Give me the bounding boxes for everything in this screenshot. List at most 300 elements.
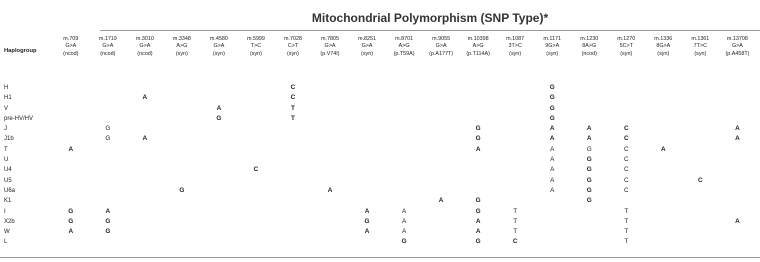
- column-header: [312, 36, 349, 83]
- haplogroup-cell: U: [4, 157, 9, 164]
- allele-cell: [571, 114, 608, 124]
- allele-cell: [645, 176, 682, 186]
- haplogroup-cell: H: [4, 85, 9, 91]
- allele-cell: [200, 227, 237, 237]
- column-header-line: G>A: [435, 43, 447, 50]
- allele-cell: [645, 114, 682, 124]
- haplogroup-cell: L: [4, 239, 8, 246]
- allele-cell: G: [105, 217, 111, 225]
- allele-cell: [719, 155, 756, 165]
- haplogroup-cell: T: [4, 146, 8, 153]
- allele-cell: [534, 207, 571, 217]
- allele-cell: C: [623, 135, 629, 143]
- column-header-line: (syn): [657, 50, 670, 57]
- allele-cell: T: [624, 217, 629, 225]
- allele-cell: [89, 237, 126, 247]
- column-header-line: m.8701: [395, 36, 414, 42]
- allele-cell: [312, 114, 349, 124]
- column-header-line: m.3010: [135, 36, 154, 42]
- column-header-line: G>A: [65, 43, 77, 50]
- allele-cell: [89, 186, 126, 196]
- allele-cell: [460, 93, 497, 103]
- column-header-line: (syn): [620, 50, 633, 57]
- allele-cell: A: [401, 207, 407, 215]
- column-header-line: m.3348: [172, 36, 191, 42]
- allele-cell: [52, 114, 89, 124]
- allele-cell: C: [698, 176, 703, 184]
- allele-cell: A: [327, 186, 333, 194]
- allele-cell: [460, 165, 497, 175]
- allele-cell: C: [623, 166, 629, 174]
- allele-cell: C: [290, 84, 296, 91]
- haplogroup-cell: U4: [4, 167, 12, 174]
- allele-cell: [460, 186, 497, 196]
- column-header: [608, 36, 645, 83]
- allele-cell: C: [623, 176, 629, 184]
- allele-cell: [497, 196, 534, 206]
- allele-cell: T: [624, 228, 629, 236]
- allele-cell: [423, 104, 460, 114]
- allele-cell: [386, 196, 423, 206]
- allele-cell: [460, 104, 497, 114]
- allele-cell: [534, 196, 571, 206]
- allele-cell: G: [364, 217, 370, 225]
- allele-cell: [200, 93, 237, 103]
- allele-cell: [52, 155, 89, 165]
- allele-cell: [237, 176, 274, 186]
- column-header-line: A>G: [176, 43, 188, 50]
- allele-cell: A: [364, 207, 370, 215]
- allele-cell: C: [290, 94, 296, 102]
- allele-cell: [349, 145, 386, 155]
- allele-cell: [682, 207, 719, 217]
- column-header: [237, 36, 274, 83]
- column-header: [386, 36, 423, 83]
- allele-cell: [237, 83, 274, 93]
- allele-cell: [312, 237, 349, 247]
- column-header: [126, 36, 163, 83]
- allele-cell: [571, 227, 608, 237]
- allele-cell: [497, 93, 534, 103]
- allele-cell: [386, 124, 423, 134]
- allele-cell: G: [549, 104, 555, 112]
- allele-cell: [274, 145, 311, 155]
- allele-cell: [423, 207, 460, 217]
- column-header-line: 5C>T: [619, 43, 633, 50]
- allele-cell: [608, 196, 645, 206]
- allele-cell: [237, 93, 274, 103]
- table-row: [4, 186, 756, 196]
- allele-cell: [645, 227, 682, 237]
- allele-cell: [571, 237, 608, 247]
- allele-cell: [534, 227, 571, 237]
- allele-cell: [274, 176, 311, 186]
- table-row: [4, 207, 756, 217]
- allele-cell: [719, 104, 756, 114]
- allele-cell: A: [549, 125, 555, 133]
- allele-cell: [534, 217, 571, 227]
- allele-cell: [200, 217, 237, 227]
- column-header: [349, 36, 386, 83]
- allele-cell: [349, 114, 386, 124]
- allele-cell: A: [475, 228, 481, 236]
- column-header-line: G>A: [324, 43, 336, 50]
- allele-cell: [645, 207, 682, 217]
- allele-cell: [349, 104, 386, 114]
- title-rule: [100, 30, 760, 31]
- allele-cell: [163, 93, 200, 103]
- allele-cell: [163, 176, 200, 186]
- allele-cell: [719, 196, 756, 206]
- column-header-line: 9G>A: [545, 43, 560, 50]
- table-row: [4, 145, 756, 155]
- allele-cell: [571, 207, 608, 217]
- allele-cell: G: [401, 238, 407, 246]
- allele-cell: [89, 196, 126, 206]
- table-row: [4, 93, 756, 103]
- allele-cell: [423, 165, 460, 175]
- allele-cell: [719, 93, 756, 103]
- allele-cell: [52, 83, 89, 93]
- allele-cell: [719, 237, 756, 247]
- allele-cell: [349, 124, 386, 134]
- allele-cell: G: [586, 166, 592, 174]
- allele-cell: [163, 165, 200, 175]
- allele-cell: [719, 145, 756, 155]
- allele-cell: [423, 93, 460, 103]
- allele-cell: [386, 165, 423, 175]
- column-header-line: (syn): [212, 50, 225, 57]
- column-header-line: 3T>C: [508, 43, 522, 50]
- column-header-line: m.709: [63, 36, 79, 42]
- table-row: [4, 196, 756, 206]
- allele-cell: A: [550, 176, 555, 184]
- allele-cell: C: [512, 238, 518, 246]
- allele-cell: G: [586, 197, 592, 205]
- allele-cell: [312, 93, 349, 103]
- allele-cell: [237, 145, 274, 155]
- allele-cell: A: [105, 207, 111, 215]
- allele-cell: [200, 145, 237, 155]
- allele-cell: [237, 104, 274, 114]
- column-header-line: m.7805: [321, 36, 339, 42]
- allele-cell: C: [623, 125, 629, 133]
- allele-cell: G: [586, 186, 592, 194]
- allele-cell: A: [550, 186, 555, 194]
- column-header-line: G>A: [731, 43, 743, 50]
- allele-cell: A: [586, 135, 592, 143]
- allele-cell: [126, 83, 163, 93]
- allele-cell: [645, 237, 682, 247]
- allele-cell: [423, 237, 460, 247]
- allele-cell: [52, 134, 89, 144]
- allele-cell: A: [438, 197, 444, 205]
- allele-cell: [89, 165, 126, 175]
- column-header: [89, 36, 126, 83]
- column-header-line: (ncod): [137, 50, 153, 57]
- table-row: [4, 104, 756, 114]
- allele-cell: G: [216, 114, 222, 122]
- column-header-line: G>A: [213, 43, 225, 50]
- allele-cell: [608, 83, 645, 93]
- allele-cell: [126, 227, 163, 237]
- allele-cell: [126, 217, 163, 227]
- allele-cell: [497, 145, 534, 155]
- column-header-line: m.1270: [617, 36, 636, 42]
- allele-cell: [571, 93, 608, 103]
- allele-cell: [682, 196, 719, 206]
- allele-cell: [237, 237, 274, 247]
- allele-cell: [349, 155, 386, 165]
- allele-cell: [386, 176, 423, 186]
- allele-cell: [163, 227, 200, 237]
- column-header-line: m.1361: [691, 36, 710, 42]
- allele-cell: [89, 104, 126, 114]
- allele-cell: [386, 145, 423, 155]
- allele-cell: [274, 207, 311, 217]
- allele-cell: [89, 145, 126, 155]
- allele-cell: [386, 104, 423, 114]
- allele-cell: T: [513, 207, 518, 215]
- allele-cell: [608, 114, 645, 124]
- allele-cell: [497, 83, 534, 93]
- allele-cell: T: [513, 217, 518, 225]
- column-header: [460, 36, 497, 83]
- allele-cell: [274, 155, 311, 165]
- allele-cell: [126, 145, 163, 155]
- column-header: [534, 36, 571, 83]
- allele-cell: [423, 114, 460, 124]
- haplogroup-cell: U5: [4, 177, 12, 184]
- allele-cell: [52, 124, 89, 134]
- allele-cell: [719, 207, 756, 217]
- allele-cell: [386, 93, 423, 103]
- allele-cell: [126, 196, 163, 206]
- allele-cell: G: [68, 207, 74, 215]
- allele-cell: [126, 114, 163, 124]
- column-header-line: G>A: [102, 43, 114, 50]
- allele-cell: [200, 196, 237, 206]
- header-row: [4, 36, 756, 83]
- haplogroup-cell: J1b: [4, 136, 14, 143]
- allele-cell: [349, 186, 386, 196]
- allele-cell: [163, 237, 200, 247]
- allele-cell: [682, 227, 719, 237]
- allele-cell: T: [291, 104, 295, 112]
- allele-cell: T: [624, 207, 629, 215]
- allele-cell: [460, 83, 497, 93]
- allele-cell: [274, 227, 311, 237]
- allele-cell: [386, 134, 423, 144]
- allele-cell: [52, 237, 89, 247]
- allele-cell: [423, 83, 460, 93]
- allele-cell: [200, 186, 237, 196]
- allele-cell: [682, 186, 719, 196]
- column-header-line: (p.V74I): [320, 50, 340, 57]
- table-row: [4, 114, 756, 124]
- column-header: [497, 36, 534, 83]
- allele-cell: [497, 104, 534, 114]
- column-header-line: (syn): [361, 50, 374, 57]
- column-header-line: (ncod): [100, 50, 116, 57]
- allele-cell: G: [105, 228, 111, 236]
- allele-cell: [237, 227, 274, 237]
- column-header: [645, 36, 682, 83]
- column-header-line: m.8251: [358, 36, 377, 42]
- haplogroup-cell: K1: [4, 198, 12, 205]
- allele-cell: [163, 217, 200, 227]
- allele-cell: A: [660, 145, 666, 153]
- allele-cell: [349, 134, 386, 144]
- haplogroup-cell: W: [4, 229, 10, 236]
- allele-cell: [126, 207, 163, 217]
- allele-cell: [126, 176, 163, 186]
- allele-cell: [312, 217, 349, 227]
- column-header-line: A>G: [472, 43, 484, 50]
- column-header: [274, 36, 311, 83]
- allele-cell: [349, 237, 386, 247]
- allele-cell: [423, 186, 460, 196]
- allele-cell: [163, 114, 200, 124]
- column-header-line: C>T: [287, 43, 299, 50]
- allele-cell: [312, 83, 349, 93]
- column-header-line: m.1087: [506, 36, 525, 42]
- allele-cell: G: [549, 94, 555, 102]
- allele-cell: G: [105, 125, 111, 133]
- column-header-line: m.1336: [654, 36, 673, 42]
- allele-cell: [497, 134, 534, 144]
- allele-cell: [89, 114, 126, 124]
- allele-cell: G: [549, 84, 555, 91]
- allele-cell: A: [401, 217, 407, 225]
- column-header-line: A>G: [398, 43, 410, 50]
- allele-cell: [719, 114, 756, 124]
- allele-cell: [497, 186, 534, 196]
- allele-cell: [645, 104, 682, 114]
- allele-cell: [645, 186, 682, 196]
- allele-cell: [126, 165, 163, 175]
- allele-cell: A: [68, 145, 74, 153]
- column-header-line: (p.T114A): [466, 50, 490, 57]
- allele-cell: [571, 217, 608, 227]
- allele-cell: A: [142, 94, 148, 102]
- allele-cell: [497, 176, 534, 186]
- allele-cell: [274, 165, 311, 175]
- allele-cell: [237, 124, 274, 134]
- allele-cell: G: [475, 238, 481, 246]
- allele-cell: [312, 227, 349, 237]
- allele-cell: [645, 196, 682, 206]
- allele-cell: [645, 93, 682, 103]
- allele-cell: [200, 165, 237, 175]
- table-row: [4, 217, 756, 227]
- allele-cell: G: [549, 114, 555, 122]
- allele-cell: [349, 83, 386, 93]
- allele-cell: G: [475, 135, 481, 143]
- allele-cell: A: [68, 228, 74, 236]
- allele-cell: [200, 207, 237, 217]
- bottom-rule: [0, 257, 760, 258]
- allele-cell: [571, 83, 608, 93]
- allele-cell: [312, 104, 349, 114]
- allele-cell: C: [623, 156, 629, 164]
- table-row: [4, 155, 756, 165]
- allele-cell: [312, 196, 349, 206]
- allele-cell: [423, 124, 460, 134]
- allele-cell: [163, 196, 200, 206]
- allele-cell: [423, 134, 460, 144]
- allele-cell: [719, 176, 756, 186]
- allele-cell: [460, 114, 497, 124]
- column-header-line: m.9055: [432, 36, 451, 42]
- allele-cell: [460, 176, 497, 186]
- allele-cell: A: [735, 125, 740, 133]
- column-header: [52, 36, 89, 83]
- allele-cell: [312, 176, 349, 186]
- column-header: [719, 36, 756, 83]
- haplogroup-cell: U6a: [4, 187, 16, 194]
- allele-cell: C: [253, 166, 259, 174]
- column-header-line: (syn): [249, 50, 262, 57]
- allele-cell: [163, 145, 200, 155]
- allele-cell: [237, 217, 274, 227]
- allele-cell: A: [475, 217, 481, 225]
- column-header-line: m.1171: [543, 36, 561, 42]
- column-header-line: (p.A458T): [725, 50, 750, 57]
- allele-cell: [126, 186, 163, 196]
- allele-cell: [237, 155, 274, 165]
- allele-cell: [312, 155, 349, 165]
- allele-cell: [200, 124, 237, 134]
- allele-cell: [719, 227, 756, 237]
- allele-cell: [682, 134, 719, 144]
- haplogroup-cell: I: [4, 208, 6, 215]
- allele-cell: [423, 155, 460, 165]
- allele-cell: [274, 217, 311, 227]
- allele-cell: [386, 114, 423, 124]
- allele-cell: [534, 237, 571, 247]
- allele-cell: [89, 155, 126, 165]
- column-header: [571, 36, 608, 83]
- allele-cell: T: [624, 238, 629, 246]
- column-header-line: m.7028: [283, 36, 302, 42]
- allele-cell: [312, 124, 349, 134]
- allele-cell: [200, 237, 237, 247]
- allele-cell: A: [364, 228, 370, 236]
- allele-cell: [719, 186, 756, 196]
- column-header-line: m.1719: [98, 36, 117, 42]
- allele-cell: [682, 237, 719, 247]
- allele-cell: [349, 93, 386, 103]
- haplogroup-header: Haplogroup: [4, 47, 37, 54]
- allele-cell: G: [475, 125, 481, 133]
- table-row: [4, 176, 756, 186]
- allele-cell: [52, 104, 89, 114]
- allele-cell: [423, 217, 460, 227]
- table-row: [4, 83, 756, 93]
- allele-cell: A: [735, 217, 740, 225]
- column-header-line: m.1230: [580, 36, 599, 42]
- allele-cell: [682, 93, 719, 103]
- allele-cell: [571, 104, 608, 114]
- allele-cell: T: [291, 114, 295, 122]
- allele-cell: [237, 207, 274, 217]
- table-row: [4, 227, 756, 237]
- allele-cell: [274, 237, 311, 247]
- column-header-line: (syn): [509, 50, 522, 57]
- allele-cell: [237, 134, 274, 144]
- table-row: [4, 134, 756, 144]
